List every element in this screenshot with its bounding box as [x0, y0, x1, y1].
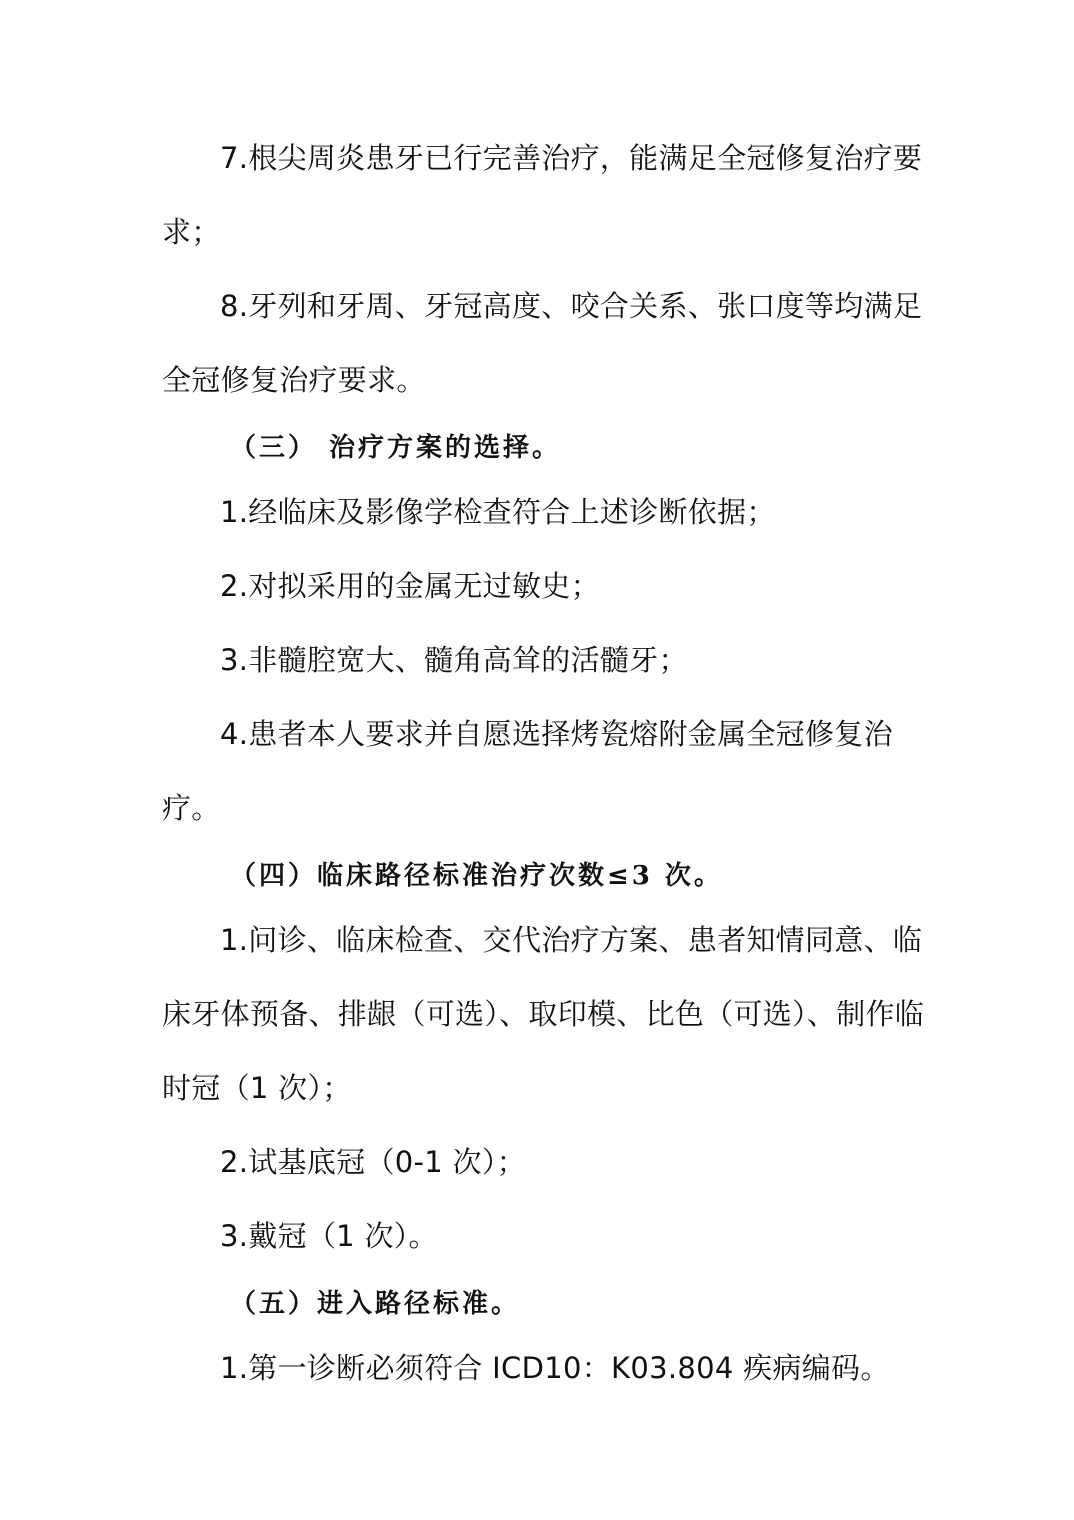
section-heading: （三） 治疗方案的选择。: [230, 433, 562, 463]
list-item: 2.试基底冠（0-1 次）；: [220, 1145, 526, 1179]
paragraph-line: 疗。: [162, 791, 221, 825]
paragraph-line: 求；: [162, 215, 221, 249]
section-heading: （五）进入路径标准。: [230, 1289, 521, 1319]
list-item: 1.经临床及影像学检查符合上述诊断依据；: [220, 495, 776, 529]
section-heading: （四）临床路径标准治疗次数≤3 次。: [230, 861, 723, 891]
paragraph-line: 8.牙列和牙周、牙冠高度、咬合关系、张口度等均满足: [220, 289, 923, 323]
list-item: 1.第一诊断必须符合 ICD10：K03.804 疾病编码。: [220, 1351, 890, 1385]
list-item: 2.对拟采用的金属无过敏史；: [220, 569, 600, 603]
paragraph-line: 全冠修复治疗要求。: [162, 363, 426, 397]
list-item: 4.患者本人要求并自愿选择烤瓷熔附金属全冠修复治: [220, 717, 893, 751]
list-item: 1.问诊、临床检查、交代治疗方案、患者知情同意、临: [220, 923, 923, 957]
paragraph-line: 床牙体预备、排龈（可选）、取印模、比色（可选）、制作临: [162, 997, 925, 1031]
list-item: 3.戴冠（1 次）。: [220, 1219, 438, 1253]
paragraph-line: 时冠（1 次）；: [162, 1071, 352, 1105]
paragraph-line: 7.根尖周炎患牙已行完善治疗，能满足全冠修复治疗要: [220, 141, 923, 175]
list-item: 3.非髓腔宽大、髓角高耸的活髓牙；: [220, 643, 688, 677]
